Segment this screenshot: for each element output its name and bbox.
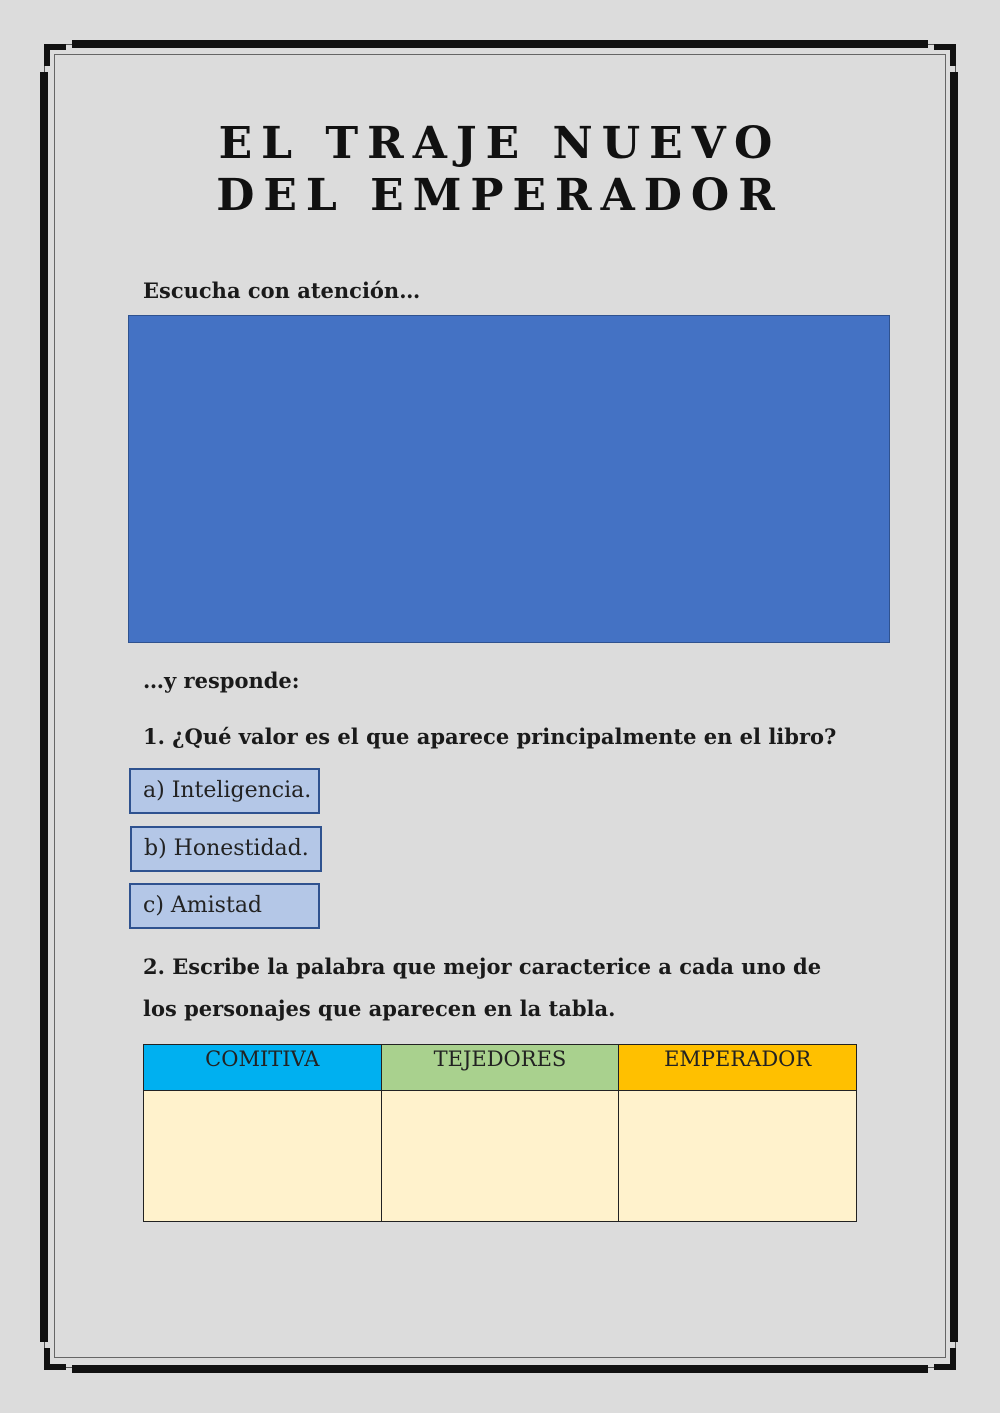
title-line-1: EL TRAJE NUEVO: [218, 118, 782, 169]
border-bar-left: [40, 72, 48, 1342]
answer-option-b[interactable]: b) Honestidad.: [130, 826, 322, 872]
border-corner-top-right: [934, 44, 956, 66]
answer-option-a[interactable]: a) Inteligencia.: [129, 768, 320, 814]
border-corner-bottom-right: [934, 1348, 956, 1370]
answer-option-c[interactable]: c) Amistad: [129, 883, 320, 929]
respond-text: …y responde:: [143, 668, 300, 693]
column-header-tejedores: TEJEDORES: [381, 1045, 619, 1091]
characters-table: [143, 1044, 857, 1222]
question-1: 1. ¿Qué valor es el que aparece principalmente en el libro?: [143, 724, 837, 749]
border-bar-right: [950, 72, 958, 1342]
column-header-comitiva: COMITIVA: [144, 1045, 382, 1091]
border-corner-bottom-left: [44, 1348, 66, 1370]
intro-text: Escucha con atención…: [143, 278, 421, 303]
answer-cell-comitiva[interactable]: [144, 1091, 382, 1222]
answer-cell-tejedores[interactable]: [381, 1091, 619, 1222]
title-line-2: DEL EMPERADOR: [216, 170, 784, 221]
column-header-emperador: EMPERADOR: [619, 1045, 857, 1091]
question-2: 2. Escribe la palabra que mejor caracterice a cada uno de los personajes que aparecen en la tabla.: [143, 954, 822, 1021]
border-corner-top-left: [44, 44, 66, 66]
border-bar-bottom: [72, 1365, 928, 1373]
answer-cell-emperador[interactable]: [619, 1091, 857, 1222]
border-bar-top: [72, 40, 928, 48]
audio-video-player[interactable]: [128, 315, 890, 643]
page-title: [150, 118, 850, 222]
